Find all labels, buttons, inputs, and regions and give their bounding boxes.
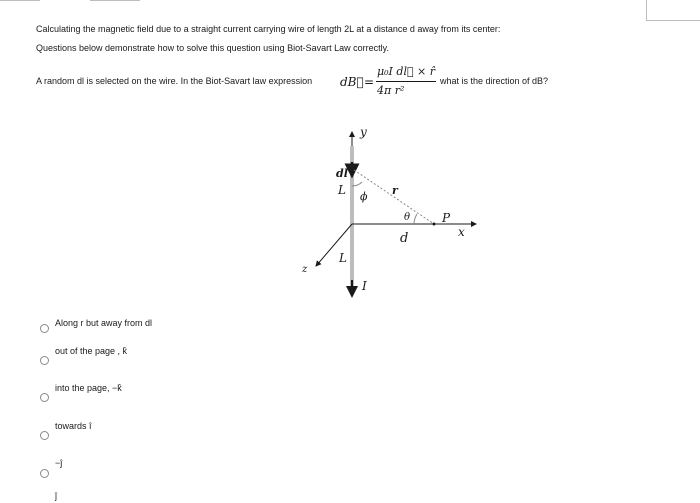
page-top-border (0, 0, 700, 8)
option-1-label[interactable]: Along r but away from dl (55, 318, 153, 328)
option-6-label[interactable]: ĵ (55, 491, 57, 501)
axis-label-x: x (458, 225, 465, 239)
fraction-bar (376, 81, 436, 82)
option-4-radio[interactable] (40, 431, 49, 440)
upper-length-label: L (338, 183, 346, 197)
current-label: I (362, 279, 367, 293)
option-2-label[interactable]: out of the page , k̂ (55, 346, 128, 356)
formula-lhs: dB⃗ (340, 75, 364, 89)
axis-label-y: y (360, 125, 367, 139)
frame-corner (646, 20, 700, 21)
wire-diagram (296, 120, 496, 300)
lower-length-label: L (339, 251, 347, 265)
question-prompt-end: what is the direction of dB? (440, 76, 549, 86)
point-p-dot (433, 223, 436, 226)
biot-savart-formula (340, 64, 440, 102)
option-3-label[interactable]: into the page, −k̂ (55, 383, 122, 393)
question-subtitle: Questions below demonstrate how to solve this question using Biot-Savart Law correctly. (36, 43, 390, 53)
dl-label: dl (336, 167, 348, 180)
question-title: Calculating the magnetic field due to a straight current carrying wire of length 2L at a distance d away from its center: (36, 24, 501, 34)
option-2-radio[interactable] (40, 356, 49, 365)
formula-numerator: μ₀I dl⃗ × r̂ (377, 65, 436, 78)
option-1-radio[interactable] (40, 324, 49, 333)
question-prompt: A random dl is selected on the wire. In the Biot-Savart law expression (36, 76, 313, 86)
theta-label: θ (404, 212, 411, 223)
top-divider (90, 0, 140, 1)
theta-arc (414, 214, 417, 224)
axis-label-z: z (302, 264, 308, 275)
formula-equals: = (364, 75, 375, 89)
r-label: r (392, 184, 398, 197)
option-5-label[interactable]: −ĵ (55, 458, 63, 468)
phi-label: ϕ (360, 190, 368, 203)
top-divider (0, 0, 40, 1)
option-3-radio[interactable] (40, 393, 49, 402)
frame-corner (646, 0, 647, 20)
option-5-radio[interactable] (40, 469, 49, 478)
d-label: d (400, 231, 409, 246)
point-p-label: P (442, 211, 451, 225)
option-4-label[interactable]: towards î (55, 421, 92, 431)
formula-denominator: 4π r² (377, 84, 405, 97)
